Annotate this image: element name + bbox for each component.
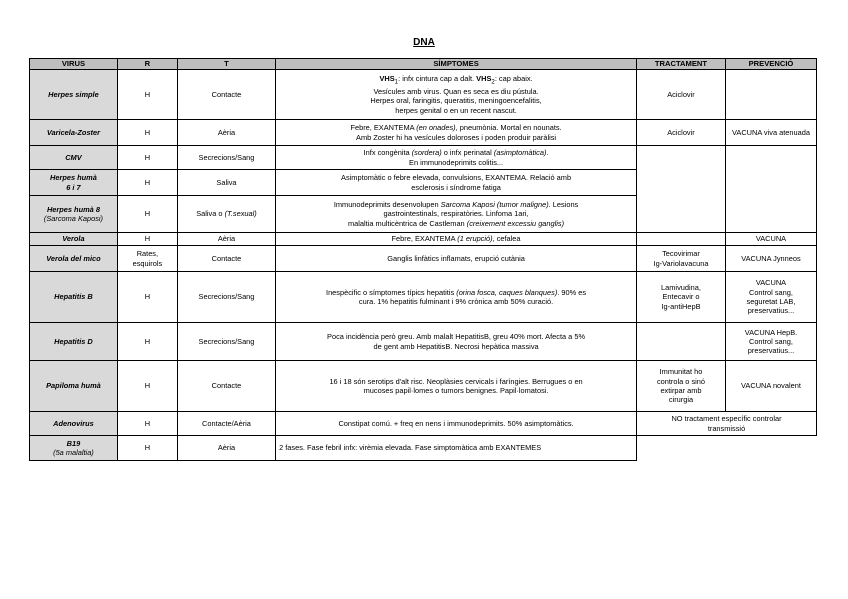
- prevention-cell: VACUNA: [725, 233, 816, 246]
- t-cell: Secrecions/Sang: [177, 272, 275, 323]
- symptoms-cell: Febre, EXANTEMA (en onades), pneumònia. Mortal en nounats. Amb Zoster hi ha vesícules doloroses i poden produir paràlisi: [276, 120, 637, 146]
- virus-cell: Verola: [30, 233, 118, 246]
- virus-cell: Hepatitis B: [30, 272, 118, 323]
- symptoms-cell: Constipat comú. + freq en nens i immunodeprimits. 50% asimptomàtics.: [276, 412, 637, 436]
- header-prevencio: PREVENCIÓ: [725, 59, 816, 70]
- treatment-cell: Aciclovir: [637, 70, 726, 120]
- header-t: T: [177, 59, 275, 70]
- prevention-cell: VACUNA viva atenuada: [725, 120, 816, 146]
- page-title: DNA: [413, 37, 435, 48]
- prevention-cell: VACUNA HepB. Control sang, preservatius...: [725, 323, 816, 361]
- virus-cell: Verola del mico: [30, 246, 118, 272]
- prevention-cell: [725, 146, 816, 233]
- header-tractament: TRACTAMENT: [637, 59, 726, 70]
- header-virus: VIRUS: [30, 59, 118, 70]
- treatment-cell: Lamivudina, Entecavir o Ig-antiHepB: [637, 272, 726, 323]
- r-cell: H: [117, 146, 177, 170]
- t-cell: Saliva o (T.sexual): [177, 196, 275, 233]
- table-row: [30, 146, 817, 170]
- virus-cell: Varicela-Zoster: [30, 120, 118, 146]
- r-cell: H: [117, 120, 177, 146]
- treatment-cell: [637, 233, 726, 246]
- table-row: [30, 272, 817, 323]
- table-row: [30, 361, 817, 412]
- header-simptomes: SÍMPTOMES: [276, 59, 637, 70]
- prevention-cell: VACUNA Control sang, seguretat LAB, preservatius...: [725, 272, 816, 323]
- prevention-cell: VACUNA Jynneos: [725, 246, 816, 272]
- virus-cell: Herpes simple: [30, 70, 118, 120]
- virus-cell: Papiloma humà: [30, 361, 118, 412]
- symptoms-cell: Ganglis linfàtics inflamats, erupció cutània: [276, 246, 637, 272]
- t-cell: Aèria: [177, 436, 275, 461]
- table-row: [30, 233, 817, 246]
- table-row: [30, 70, 817, 120]
- table-row: [30, 120, 817, 146]
- symptoms-cell: Asimptomàtic o febre elevada, convulsions, EXANTEMA. Relació amb esclerosis i síndrome fatiga: [276, 170, 637, 196]
- header-row: [30, 59, 817, 70]
- virus-cell: B19 (5a malaltia): [30, 436, 118, 461]
- treatment-cell: Tecovirimar Ig-Variolavacuna: [637, 246, 726, 272]
- empty-cell: [637, 436, 817, 461]
- virus-cell: Herpes humà 8 (Sarcoma Kaposi): [30, 196, 118, 233]
- r-cell: H: [117, 361, 177, 412]
- r-cell: H: [117, 436, 177, 461]
- r-cell: H: [117, 170, 177, 196]
- t-cell: Contacte/Aèria: [177, 412, 275, 436]
- r-cell: H: [117, 412, 177, 436]
- r-cell: Rates, esquirols: [117, 246, 177, 272]
- prevention-cell: VACUNA novalent: [725, 361, 816, 412]
- symptoms-cell: Infx congènita (sordera) o infx perinatal (asimptomàtica). En immunodeprimits colitis...: [276, 146, 637, 170]
- treatment-cell: [637, 146, 726, 233]
- header-r: R: [117, 59, 177, 70]
- virus-cell: Adenovirus: [30, 412, 118, 436]
- r-cell: H: [117, 196, 177, 233]
- r-cell: H: [117, 323, 177, 361]
- t-cell: Aèria: [177, 120, 275, 146]
- symptoms-cell: Febre, EXANTEMA (1 erupció), cefalea: [276, 233, 637, 246]
- table-row: [30, 323, 817, 361]
- t-cell: Saliva: [177, 170, 275, 196]
- t-cell: Contacte: [177, 361, 275, 412]
- table-row: [30, 436, 817, 461]
- virus-cell: Herpes humà 6 i 7: [30, 170, 118, 196]
- symptoms-cell: $VHS_1$: infx cintura cap a dalt. $VHS_2$: cap abaix. Vesícules amb virus. Quan es seca es diu pústula. Herpes oral, faringitis, queratitis, meningoencefalitis, herpes genital o en un recent nascut.: [276, 70, 637, 120]
- virus-cell: Hepatitis D: [30, 323, 118, 361]
- virus-table: [29, 58, 817, 461]
- table-row: [30, 246, 817, 272]
- symptoms-cell: 2 fases. Fase febril infx: virèmia elevada. Fase simptomàtica amb EXANTEMES: [276, 436, 637, 461]
- symptoms-cell: Poca incidència però greu. Amb malalt HepatitisB, greu 40% mort. Afecta a 5% de gent amb HepatitisB. Necrosi hepàtica massiva: [276, 323, 637, 361]
- treatment-cell: [637, 323, 726, 361]
- r-cell: H: [117, 272, 177, 323]
- t-cell: Secrecions/Sang: [177, 323, 275, 361]
- t-cell: Aèria: [177, 233, 275, 246]
- r-cell: H: [117, 233, 177, 246]
- treatment-cell: Immunitat ho controla o sinó extirpar amb cirurgia: [637, 361, 726, 412]
- virus-cell: CMV: [30, 146, 118, 170]
- symptoms-cell: Immunodeprimits desenvolupen Sarcoma Kaposi (tumor maligne). Lesions gastrointestinals, respiratòries. Linfoma 1ari, malaltia multicèntrica de Castleman (creixement excessiu ganglis): [276, 196, 637, 233]
- t-cell: Contacte: [177, 246, 275, 272]
- symptoms-cell: 16 i 18 són serotips d'alt risc. Neoplàsies cervicals i faríngies. Berrugues o en mucoses papil·lomes o tumors benignes. Papil·lomatosi.: [276, 361, 637, 412]
- symptoms-cell: Inespècific o símptomes típics hepatitis (orina fosca, caques blanques). 90% es cura. 1% hepatitis fulminant i 9% crònica amb 50% curació.: [276, 272, 637, 323]
- prevention-cell: [725, 70, 816, 120]
- treatment-prevention-cell: NO tractament específic controlar transmissió: [637, 412, 817, 436]
- t-cell: Contacte: [177, 70, 275, 120]
- treatment-cell: Aciclovir: [637, 120, 726, 146]
- r-cell: H: [117, 70, 177, 120]
- t-cell: Secrecions/Sang: [177, 146, 275, 170]
- table-row: [30, 412, 817, 436]
